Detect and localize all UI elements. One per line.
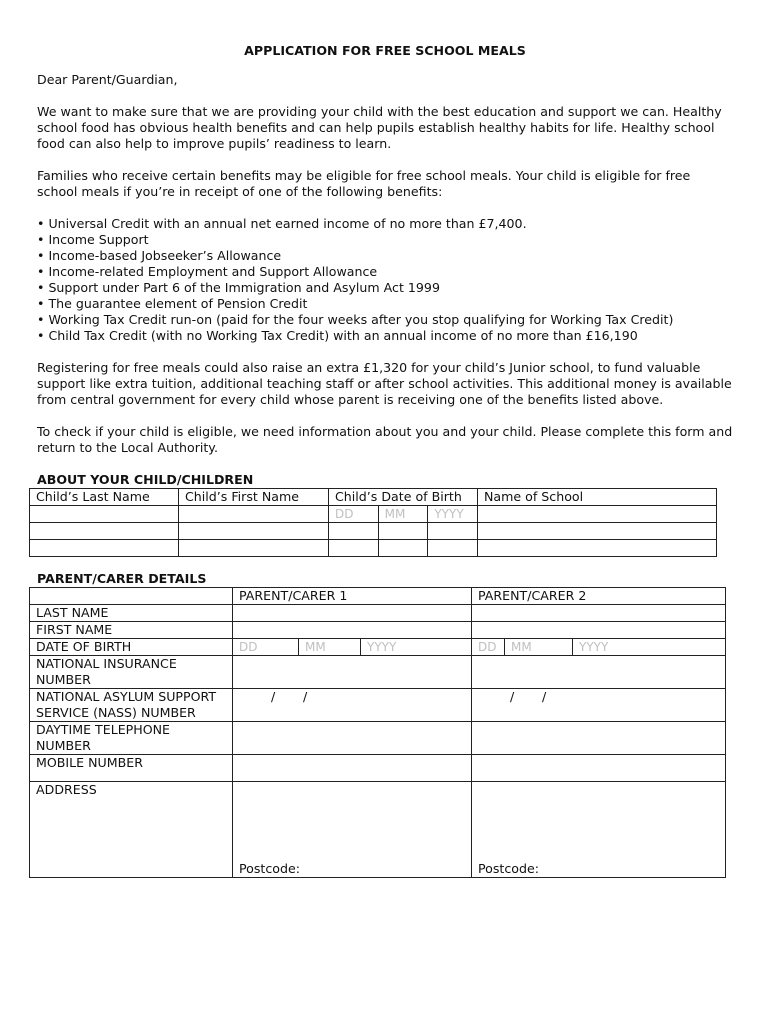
table-header-row [30, 588, 726, 605]
parents-table [29, 587, 726, 878]
parent1-first-name-input[interactable] [233, 622, 472, 639]
nass-separator: / [510, 689, 515, 704]
table-row [30, 722, 726, 755]
parent1-last-name-input[interactable] [233, 605, 472, 622]
table-row [30, 523, 717, 540]
children-heading: ABOUT YOUR CHILD/CHILDREN [37, 472, 254, 487]
row-label-last-name: LAST NAME [30, 605, 233, 622]
dob-dd-placeholder: DD [329, 506, 379, 522]
benefit-item: • Child Tax Credit (with no Working Tax Credit) with an annual income of no more than £16,190 [37, 328, 733, 344]
row-label-mobile: MOBILE NUMBER [30, 755, 233, 782]
check-paragraph: To check if your child is eligible, we need information about you and your child. Please complete this form and return to the Local Authority. [37, 424, 733, 455]
child-school-input[interactable] [478, 540, 717, 557]
child-first-name-input[interactable] [179, 523, 329, 540]
postcode-label: Postcode: [239, 861, 300, 876]
eligibility-paragraph: Families who receive certain benefits may be eligible for free school meals. Your child is eligible for free school meals if you’re in receipt of one of the following benefits: [37, 168, 691, 199]
parent1-nass-input[interactable] [233, 689, 472, 722]
parent2-address-input[interactable] [472, 782, 726, 878]
parent1-ni-input[interactable] [233, 656, 472, 689]
parent2-ni-input[interactable] [472, 656, 726, 689]
dob-mm-placeholder: MM [299, 639, 361, 655]
benefit-item: • Support under Part 6 of the Immigration and Asylum Act 1999 [37, 280, 733, 296]
page-title: APPLICATION FOR FREE SCHOOL MEALS [244, 43, 526, 58]
table-row [30, 782, 726, 878]
nass-separator: / [271, 689, 276, 704]
benefit-item: • Income-related Employment and Support Allowance [37, 264, 733, 280]
parent1-mobile-input[interactable] [233, 755, 472, 782]
table-header-row [30, 489, 717, 506]
parent1-address-input[interactable] [233, 782, 472, 878]
col-parent-1: PARENT/CARER 1 [233, 588, 472, 605]
parent2-mobile-input[interactable] [472, 755, 726, 782]
parent2-nass-input[interactable] [472, 689, 726, 722]
col-last-name: Child’s Last Name [30, 489, 179, 506]
child-dob-input[interactable] [329, 540, 478, 557]
child-school-input[interactable] [478, 523, 717, 540]
child-last-name-input[interactable] [30, 540, 179, 557]
child-dob-input[interactable] [329, 523, 478, 540]
row-label-nass: NATIONAL ASYLUM SUPPORT SERVICE (NASS) NUMBER [30, 689, 233, 722]
dob-dd-placeholder: DD [233, 639, 299, 655]
form-page [37, 43, 733, 878]
children-table [29, 488, 717, 557]
dob-yyyy-placeholder: YYYY [367, 640, 397, 654]
parent1-phone-input[interactable] [233, 722, 472, 755]
empty-corner [30, 588, 233, 605]
greeting: Dear Parent/Guardian, [37, 72, 178, 87]
parent2-dob-input[interactable] [472, 639, 726, 656]
child-dob-input[interactable] [329, 506, 478, 523]
dob-dd-placeholder: DD [472, 639, 505, 655]
table-row [30, 656, 726, 689]
table-row [30, 755, 726, 782]
benefits-list [37, 216, 733, 344]
child-school-input[interactable] [478, 506, 717, 523]
table-row [30, 639, 726, 656]
row-label-dob: DATE OF BIRTH [30, 639, 233, 656]
row-label-address: ADDRESS [30, 782, 233, 878]
row-label-phone: DAYTIME TELEPHONE NUMBER [30, 722, 233, 755]
child-first-name-input[interactable] [179, 506, 329, 523]
parent1-dob-input[interactable] [233, 639, 472, 656]
parent2-last-name-input[interactable] [472, 605, 726, 622]
col-parent-2: PARENT/CARER 2 [472, 588, 726, 605]
nass-separator: / [303, 689, 308, 704]
col-school: Name of School [478, 489, 717, 506]
dob-mm-placeholder: MM [379, 506, 429, 522]
benefit-item: • Income-based Jobseeker’s Allowance [37, 248, 733, 264]
benefit-item: • Income Support [37, 232, 733, 248]
child-first-name-input[interactable] [179, 540, 329, 557]
table-row [30, 540, 717, 557]
parent2-phone-input[interactable] [472, 722, 726, 755]
benefit-item: • The guarantee element of Pension Credit [37, 296, 733, 312]
parent2-first-name-input[interactable] [472, 622, 726, 639]
dob-yyyy-placeholder: YYYY [579, 640, 609, 654]
dob-mm-placeholder: MM [505, 639, 573, 655]
postcode-label: Postcode: [478, 861, 539, 876]
child-last-name-input[interactable] [30, 506, 179, 523]
dob-yyyy-placeholder: YYYY [434, 507, 464, 521]
benefit-item: • Universal Credit with an annual net earned income of no more than £7,400. [37, 216, 733, 232]
row-label-ni: NATIONAL INSURANCE NUMBER [30, 656, 233, 689]
row-label-first-name: FIRST NAME [30, 622, 233, 639]
parents-heading: PARENT/CARER DETAILS [37, 571, 207, 586]
col-dob: Child’s Date of Birth [329, 489, 478, 506]
table-row [30, 605, 726, 622]
registering-paragraph: Registering for free meals could also raise an extra £1,320 for your child’s Junior school, to fund valuable support like extra tuition, additional teaching staff or after school activities. This additional money is available from central government for every child whose parent is receiving one of the benefits listed above. [37, 360, 732, 407]
benefit-item: • Working Tax Credit run-on (paid for the four weeks after you stop qualifying for Working Tax Credit) [37, 312, 733, 328]
intro-paragraph: We want to make sure that we are providing your child with the best education and support we can. Healthy school food has obvious health benefits and can help pupils establish healthy habits for life. Healthy school food can also help to improve pupils’ readiness to learn. [37, 104, 722, 151]
table-row [30, 622, 726, 639]
table-row [30, 689, 726, 722]
table-row [30, 506, 717, 523]
nass-separator: / [542, 689, 547, 704]
child-last-name-input[interactable] [30, 523, 179, 540]
col-first-name: Child’s First Name [179, 489, 329, 506]
